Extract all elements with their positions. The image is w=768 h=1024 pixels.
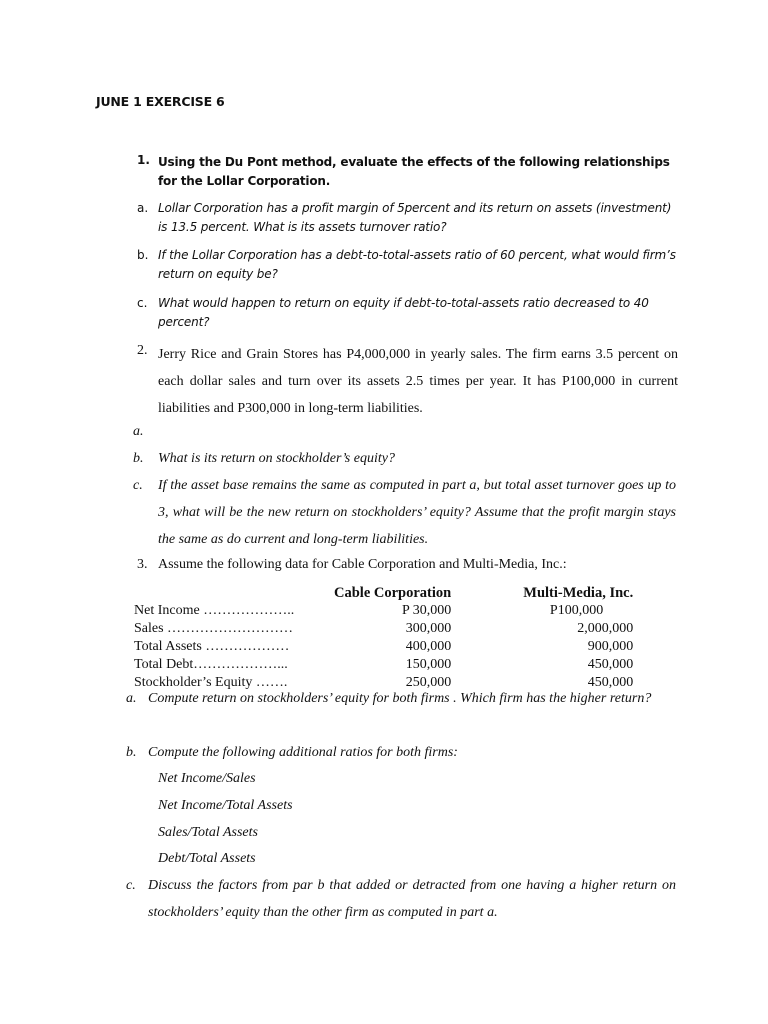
q1-part-c-label: c. [137, 296, 148, 310]
q1-part-a-label: a. [137, 201, 149, 215]
table-row [134, 656, 633, 674]
table-cell: Net Income ……………….. [134, 603, 295, 618]
table-cell: 450,000 [587, 675, 634, 690]
table-cell: 450,000 [587, 657, 634, 672]
table-cell: Total Debt………………... [134, 657, 288, 672]
ratio-item: Net Income/Sales [158, 771, 256, 786]
ratio-item: Sales/Total Assets [158, 825, 258, 840]
table-cell: 300,000 [405, 621, 452, 636]
q3-part-a-text: Compute return on stockholders’ equity for both firms . Which firm has the higher return? [148, 691, 652, 706]
q3-part-a-label: a. [126, 691, 137, 706]
table-cell: Sales ……………………… [134, 621, 294, 636]
question-2-text: Jerry Rice and Grain Stores has P4,000,000 in yearly sales. The firm earns 3.5 percent on each dollar sales and turn over its assets 2.5 times per year. It has P100,000 in current liabilities and P300,000 in long-term liabilities. [158, 347, 678, 416]
table-cell: P 30,000 [401, 603, 452, 618]
table-cell: P100,000 [549, 603, 604, 618]
q2-part-a-label: a. [133, 424, 144, 439]
question-1-text: Using the Du Pont method, evaluate the effects of the following relationships for the Lollar Corporation. [158, 155, 670, 188]
page-title: JUNE 1 EXERCISE 6 [96, 94, 225, 109]
table-row [134, 638, 633, 656]
question-3-number: 3. [137, 557, 148, 572]
table-header-cell: Multi-Media, Inc. [523, 585, 634, 601]
table-cell: 2,000,000 [577, 621, 634, 636]
table-header-row [134, 584, 633, 602]
q2-part-c-label: c. [133, 478, 143, 493]
q3-part-c-label: c. [126, 878, 136, 893]
q2-part-b-label: b. [133, 451, 144, 466]
q3-part-c-text: Discuss the factors from par b that added or detracted from one having a higher return on stockholders’ equity than the other firm as computed in part a. [148, 878, 676, 920]
q1-part-a-text: Lollar Corporation has a profit margin of 5percent and its return on assets (investment) is 13.5 percent. What is its assets turnover ratio? [158, 201, 672, 234]
q3-part-b-label: b. [126, 745, 137, 760]
q1-part-b-label: b. [137, 248, 149, 262]
financial-data-table [134, 584, 633, 692]
question-3-text: Assume the following data for Cable Corporation and Multi-Media, Inc.: [158, 557, 567, 572]
table-cell: 250,000 [405, 675, 452, 690]
question-2-number: 2. [137, 343, 148, 358]
q2-part-b-text: What is its return on stockholder’s equity? [158, 451, 395, 466]
q3-part-b-text: Compute the following additional ratios for both firms: [148, 745, 458, 760]
table-header-cell: Cable Corporation [334, 585, 452, 601]
q2-part-c-text: If the asset base remains the same as computed in part a, but total asset turnover goes up to 3, what will be the new return on stockholders’ equity? Assume that the profit margin stays the same as do current and long-term liabilities. [158, 478, 676, 547]
q1-part-b-text: If the Lollar Corporation has a debt-to-total-assets ratio of 60 percent, what would firm’s return on equity be? [158, 248, 676, 281]
ratio-item: Net Income/Total Assets [158, 798, 293, 813]
table-row [134, 602, 633, 620]
table-cell: 900,000 [587, 639, 634, 654]
ratio-item: Debt/Total Assets [158, 851, 256, 866]
q1-part-c-text: What would happen to return on equity if debt-to-total-assets ratio decreased to 40 percent? [158, 296, 649, 329]
table-cell: 400,000 [405, 639, 452, 654]
table-cell: Total Assets ……………… [134, 639, 290, 654]
table-header-cell [134, 584, 334, 602]
table-row [134, 620, 633, 638]
table-cell: 150,000 [405, 657, 452, 672]
table-cell: Stockholder’s Equity ……. [134, 675, 288, 690]
question-1-number: 1. [137, 153, 150, 167]
